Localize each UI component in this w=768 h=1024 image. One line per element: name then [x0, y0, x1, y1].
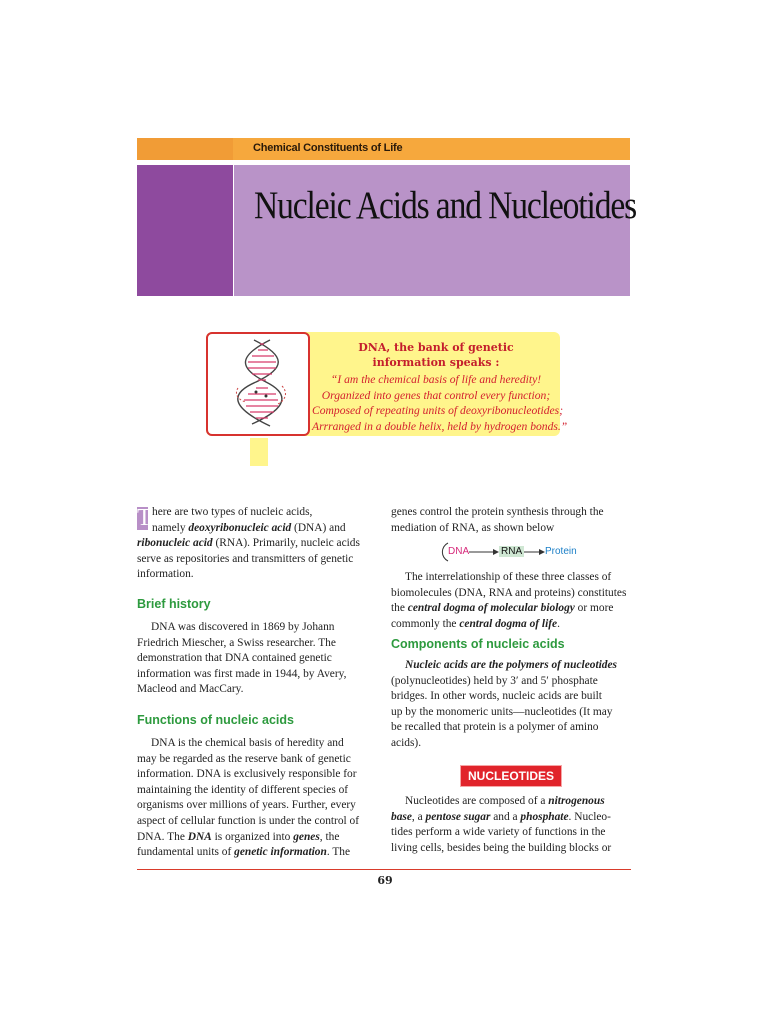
- history-paragraph: [137, 620, 377, 698]
- quote-line: “I am the chemical basis of life and heredity!: [330, 373, 542, 386]
- nucleotides-paragraph: [391, 794, 631, 856]
- text-line: organisms over millions of years. Further, every: [137, 799, 356, 812]
- text-line: fundamental units of genetic information. The: [137, 846, 351, 859]
- functions-paragraph: [137, 736, 377, 861]
- text-line: DNA was discovered in 1869 by Johann: [151, 621, 335, 633]
- nucleotides-badge: [460, 765, 562, 787]
- brief-history-heading: Brief history: [137, 597, 211, 611]
- text-line: biomolecules (DNA, RNA and proteins) constitutes: [391, 586, 627, 599]
- text-line: bridges. In other words, nucleic acids are built: [391, 690, 602, 703]
- callout-heading-line: DNA, the bank of genetic: [358, 341, 514, 354]
- chapter-label: Chemical Constituents of Life: [253, 142, 403, 154]
- text-line: tides perform a wide variety of functions in the: [391, 826, 606, 839]
- text-line: information.: [137, 568, 194, 581]
- quote-line: Composed of repeating units of deoxyribonucleotides;: [312, 404, 564, 417]
- interrelation-paragraph: [391, 570, 631, 632]
- quote-line: Arrranged in a double helix, held by hydrogen bonds.”: [312, 419, 568, 433]
- text-line: mediation of RNA, as shown below: [391, 521, 555, 534]
- text-line: Nucleic acids are the polymers of nucleotides: [405, 659, 617, 671]
- genes-paragraph: [391, 505, 631, 536]
- text-line: be recalled that protein is a polymer of amino: [391, 721, 599, 734]
- chapter-bar-tab: [137, 138, 233, 160]
- drop-cap: [137, 505, 152, 531]
- text-line: up by the monomeric units—nucleotides (It may: [391, 705, 613, 718]
- text-line: acids).: [391, 736, 422, 749]
- components-paragraph: [391, 658, 631, 752]
- dna-helix-illustration: [206, 332, 310, 436]
- text-line: namely deoxyribonucleic acid (DNA) and: [152, 521, 346, 534]
- drop-cap-letter: T: [137, 505, 152, 531]
- title-block: [234, 165, 637, 296]
- dna-helix-icon: [208, 334, 308, 434]
- text-line: Nucleotides are composed of a nitrogenous: [405, 795, 605, 807]
- text-line: demonstration that DNA contained genetic: [137, 652, 332, 665]
- text-line: maintaining the identity of different species of: [137, 783, 349, 796]
- chapter-bar: [137, 138, 630, 160]
- text-line: aspect of cellular function is under the control of: [137, 814, 360, 827]
- nucleotides-badge-label: NUCLEOTIDES: [467, 769, 554, 783]
- rna-label: RNA: [501, 546, 523, 557]
- dna-callout: [206, 332, 568, 436]
- text-line: DNA. The DNA is organized into genes, the: [137, 830, 340, 843]
- text-line: ribonucleic acid (RNA). Primarily, nucleic acids: [137, 537, 360, 550]
- text-line: Macleod and MacCary.: [137, 683, 244, 696]
- text-line: (polynucleotides) held by 3′ and 5′ phosphate: [391, 674, 598, 687]
- text-line: living cells, besides being the building blocks or: [391, 841, 612, 854]
- quote-line: Organized into genes that control every function;: [321, 388, 551, 402]
- callout-tab: [250, 438, 268, 466]
- text-line: serve as repositories and transmitters of genetic: [137, 552, 354, 565]
- callout-quote: [312, 372, 568, 434]
- components-heading: Components of nucleic acids: [391, 637, 565, 651]
- dna-label: DNA: [448, 546, 470, 557]
- text-line: DNA is the chemical basis of heredity and: [151, 737, 344, 749]
- intro-paragraph: [137, 505, 377, 583]
- text-line: here are two types of nucleic acids,: [152, 506, 313, 518]
- protein-label: Protein: [545, 546, 577, 557]
- text-line: information. DNA is exclusively responsible for: [137, 768, 357, 781]
- text-line: commonly the central dogma of life.: [391, 617, 560, 630]
- functions-heading: Functions of nucleic acids: [137, 713, 294, 727]
- text-line: The interrelationship of these three classes of: [405, 571, 612, 583]
- text-line: the central dogma of molecular biology or more: [391, 602, 614, 615]
- text-line: base, a pentose sugar and a phosphate. Nucleo-: [391, 810, 611, 823]
- page-number: 69: [377, 874, 393, 887]
- text-line: information was first made in 1944, by Avery,: [137, 667, 347, 680]
- page-title: Nucleic Acids and Nucleotides: [254, 184, 637, 227]
- left-column: [137, 505, 377, 583]
- callout-heading: [318, 340, 554, 370]
- text-line: may be regarded as the reserve bank of genetic: [137, 752, 351, 765]
- central-dogma-diagram: [436, 541, 596, 563]
- text-line: Friedrich Miescher, a Swiss researcher. The: [137, 636, 336, 649]
- title-accent-block: [137, 165, 233, 296]
- footer-rule: [137, 869, 631, 870]
- callout-heading-line: information speaks :: [372, 356, 500, 369]
- text-line: genes control the protein synthesis through the: [391, 506, 604, 518]
